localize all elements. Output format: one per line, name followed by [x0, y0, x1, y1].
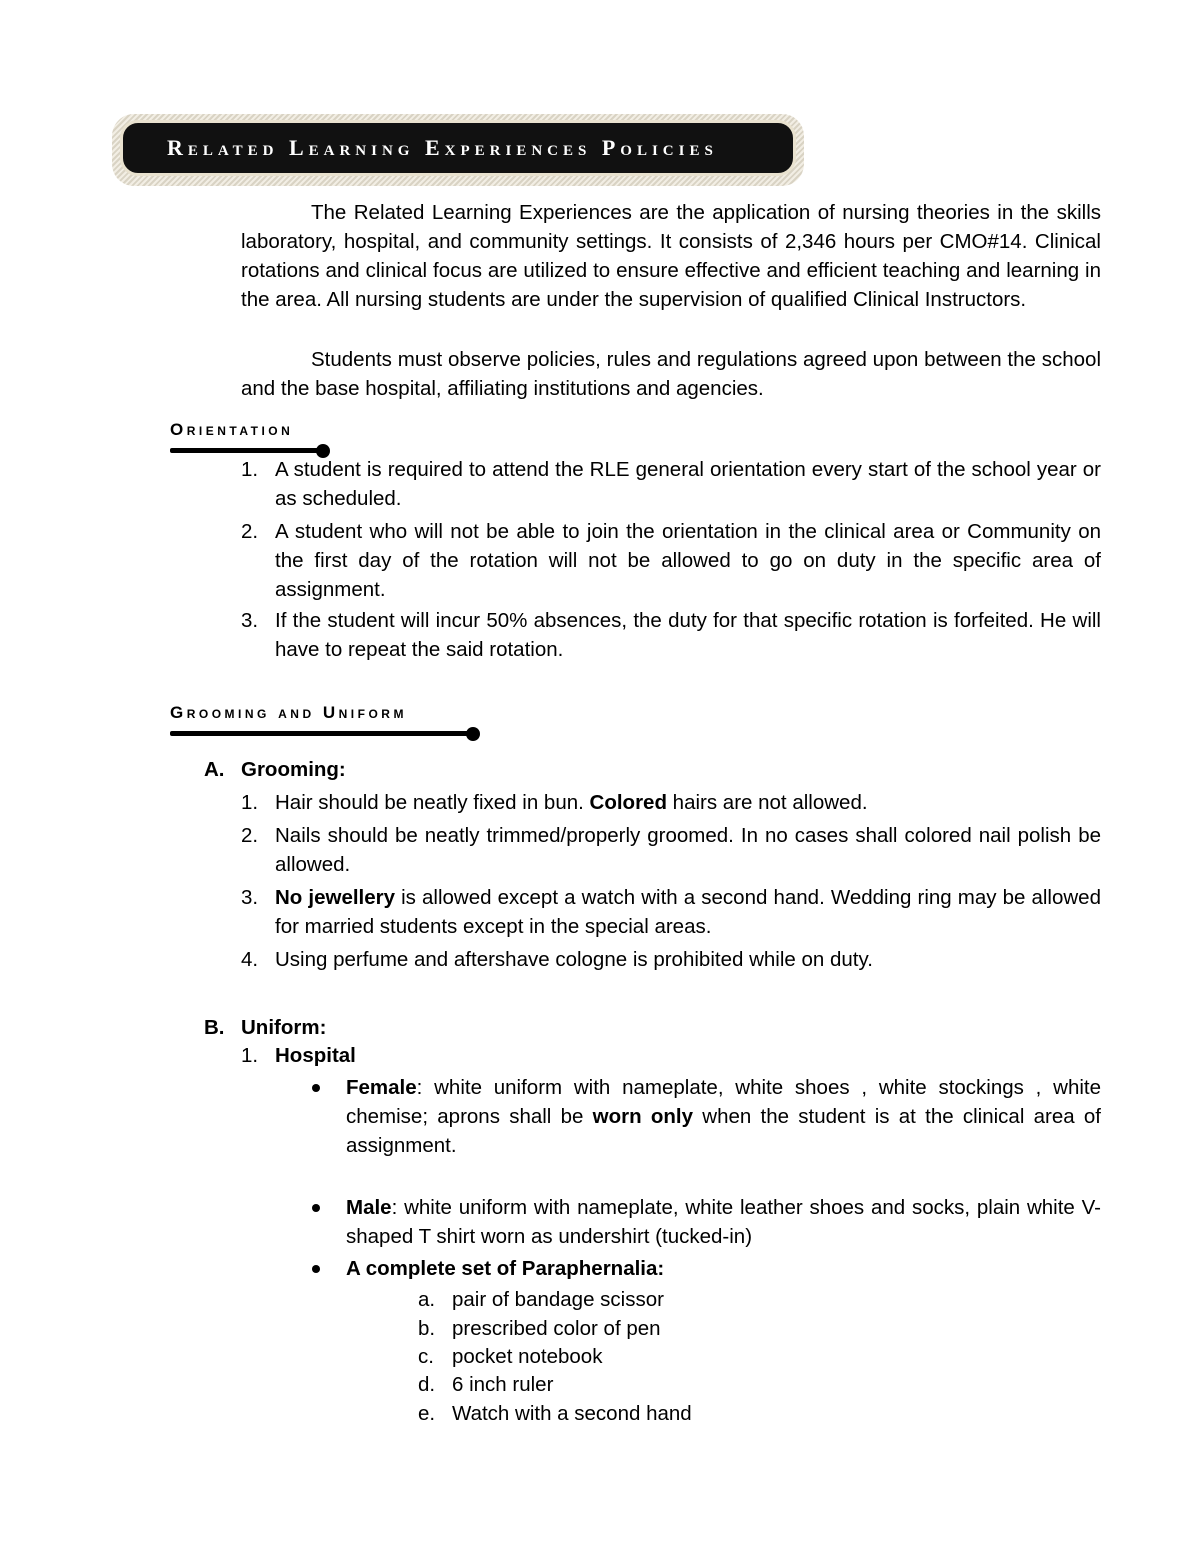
intro-paragraph-1: The Related Learning Experiences are the application of nursing theories in the skills laboratory, hospital, and community settings. It consists of 2,346 hours per CMO#14. Clinical rotations and clinical focus are utilized to ensure effective and efficient teaching and learning in the area. All nursing students are under the supervision of qualified Clinical Instructors. [241, 201, 1101, 311]
section-heading-grooming-uniform: Grooming and Uniform [170, 703, 407, 722]
item-number: 3. [241, 886, 259, 909]
subheading-label: Uniform: [241, 1016, 327, 1039]
item-number: 2. [241, 824, 259, 847]
grooming-uniform-rule-dot [466, 727, 480, 741]
item-number: 3. [241, 609, 259, 632]
item-text: Female: white uniform with nameplate, white shoes , white stockings , white chemise; aprons shall be worn only when the student is at the clinical area of assignment. [346, 1076, 1101, 1157]
item-text: pair of bandage scissor [452, 1288, 664, 1311]
title-banner [120, 120, 796, 176]
item-letter: c. [418, 1345, 434, 1368]
item-text: Watch with a second hand [452, 1402, 692, 1425]
item-letter: a. [418, 1288, 436, 1311]
item-text: Using perfume and aftershave cologne is prohibited while on duty. [275, 948, 873, 971]
paraphernalia-label: A complete set of Paraphernalia: [346, 1257, 665, 1280]
paraphernalia-heading [346, 1254, 1101, 1283]
hospital-label: Hospital [275, 1044, 356, 1067]
item-text: pocket notebook [452, 1345, 603, 1368]
bullet-icon [312, 1204, 320, 1212]
item-number: 1. [241, 791, 259, 814]
item-text: If the student will incur 50% absences, the duty for that specific rotation is forfeited. He will have to repeat the said rotation. [275, 609, 1101, 661]
intro-paragraph-2: Students must observe policies, rules and regulations agreed upon between the school and the base hospital, affiliating institutions and agencies. [241, 348, 1101, 400]
item-letter: d. [418, 1373, 436, 1396]
item-number: 2. [241, 520, 259, 543]
item-text: A student is required to attend the RLE general orientation every start of the school year or as scheduled. [275, 458, 1101, 510]
item-text: Hair should be neatly fixed in bun. Colored hairs are not allowed. [275, 791, 868, 814]
grooming-subheading [204, 755, 604, 784]
subheading-letter: B. [204, 1016, 225, 1039]
uniform-subheading [204, 1013, 604, 1042]
item-text: 6 inch ruler [452, 1373, 554, 1396]
item-number: 4. [241, 948, 259, 971]
section-heading-orientation: Orientation [170, 420, 294, 439]
item-text: prescribed color of pen [452, 1317, 661, 1340]
page-title: Related Learning Experiences Policies [167, 135, 718, 160]
item-text: Male: white uniform with nameplate, white leather shoes and socks, plain white V-shaped T shirt worn as undershirt (tucked-in) [346, 1196, 1101, 1248]
bullet-icon [312, 1084, 320, 1092]
item-number: 1. [241, 1044, 259, 1067]
bullet-icon [312, 1265, 320, 1273]
grooming-uniform-rule [170, 731, 470, 736]
item-letter: b. [418, 1317, 436, 1340]
item-text: Nails should be neatly trimmed/properly groomed. In no cases shall colored nail polish be allowed. [275, 824, 1101, 876]
subheading-letter: A. [204, 758, 225, 781]
item-number: 1. [241, 458, 259, 481]
orientation-rule [170, 448, 320, 453]
item-letter: e. [418, 1402, 436, 1425]
item-text: No jewellery is allowed except a watch with a second hand. Wedding ring may be allowed for married students except in the special areas. [275, 886, 1101, 938]
subheading-label: Grooming: [241, 758, 346, 781]
item-text: A student who will not be able to join the orientation in the clinical area or Community on the first day of the rotation will not be allowed to go on duty in the specific area of assignment. [275, 520, 1101, 601]
